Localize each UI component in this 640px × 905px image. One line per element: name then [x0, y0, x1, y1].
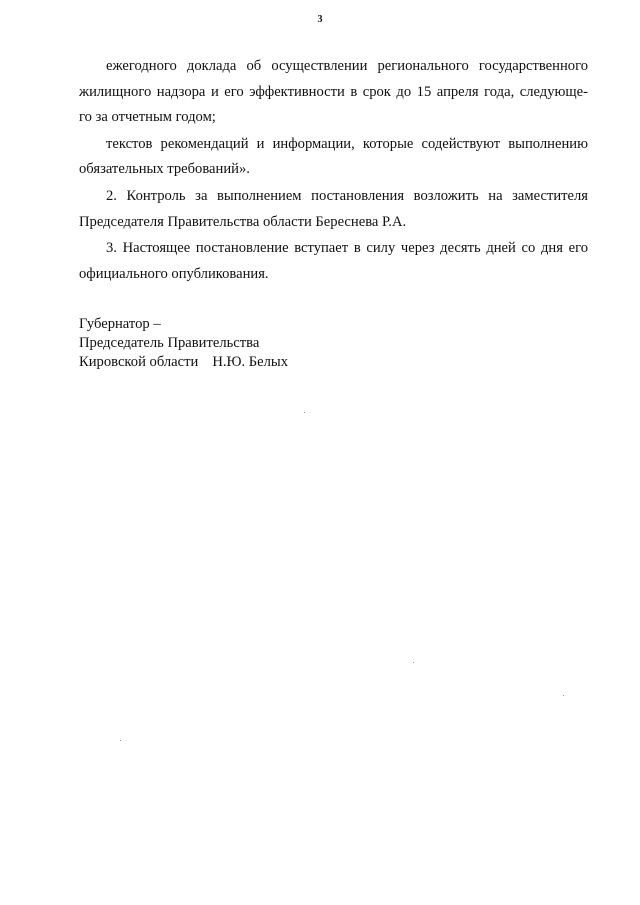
paragraph-control [79, 184, 588, 210]
text-line: 3. Настоящее постановление вступает в силу через десять дней со дня его [106, 240, 588, 257]
text-line: текстов рекомендаций и информации, которые содействуют выполнению [106, 135, 588, 152]
paragraph-effective-date-cont [79, 262, 588, 288]
signature-title-line: Губернатор – [79, 316, 161, 332]
scan-speck [563, 695, 564, 696]
paragraph-annual-report-cont [79, 80, 588, 131]
text-line: го за отчетным годом; [79, 109, 216, 126]
signature-title-line [79, 353, 288, 372]
signature-name: Н.Ю. Белых [212, 354, 289, 370]
paragraph-effective-date [79, 236, 588, 262]
signature-title-line: Председатель Правительства [79, 335, 260, 351]
text-line: жилищного надзора и его эффективности в срок до 15 апреля года, следующе- [79, 83, 588, 100]
signature-region: Кировской области [79, 354, 199, 370]
paragraph-recommendations-cont [79, 157, 588, 183]
paragraph-recommendations [79, 132, 588, 158]
paragraph-annual-report [79, 54, 588, 80]
text-line: обязательных требований». [79, 161, 250, 178]
scan-speck [304, 412, 305, 413]
scan-speck [413, 662, 414, 663]
page-number: 3 [317, 14, 323, 25]
signature-block [79, 315, 288, 372]
paragraph-control-cont [79, 210, 588, 236]
text-line: 2. Контроль за выполнением постановления возложить на заместителя [106, 187, 588, 204]
text-line: Председателя Правительства области Береснева Р.А. [79, 213, 407, 230]
scan-speck [120, 740, 121, 741]
text-line: ежегодного доклада об осуществлении регионального государственного [106, 58, 588, 74]
text-line: официального опубликования. [79, 265, 269, 282]
document-body [79, 54, 588, 287]
